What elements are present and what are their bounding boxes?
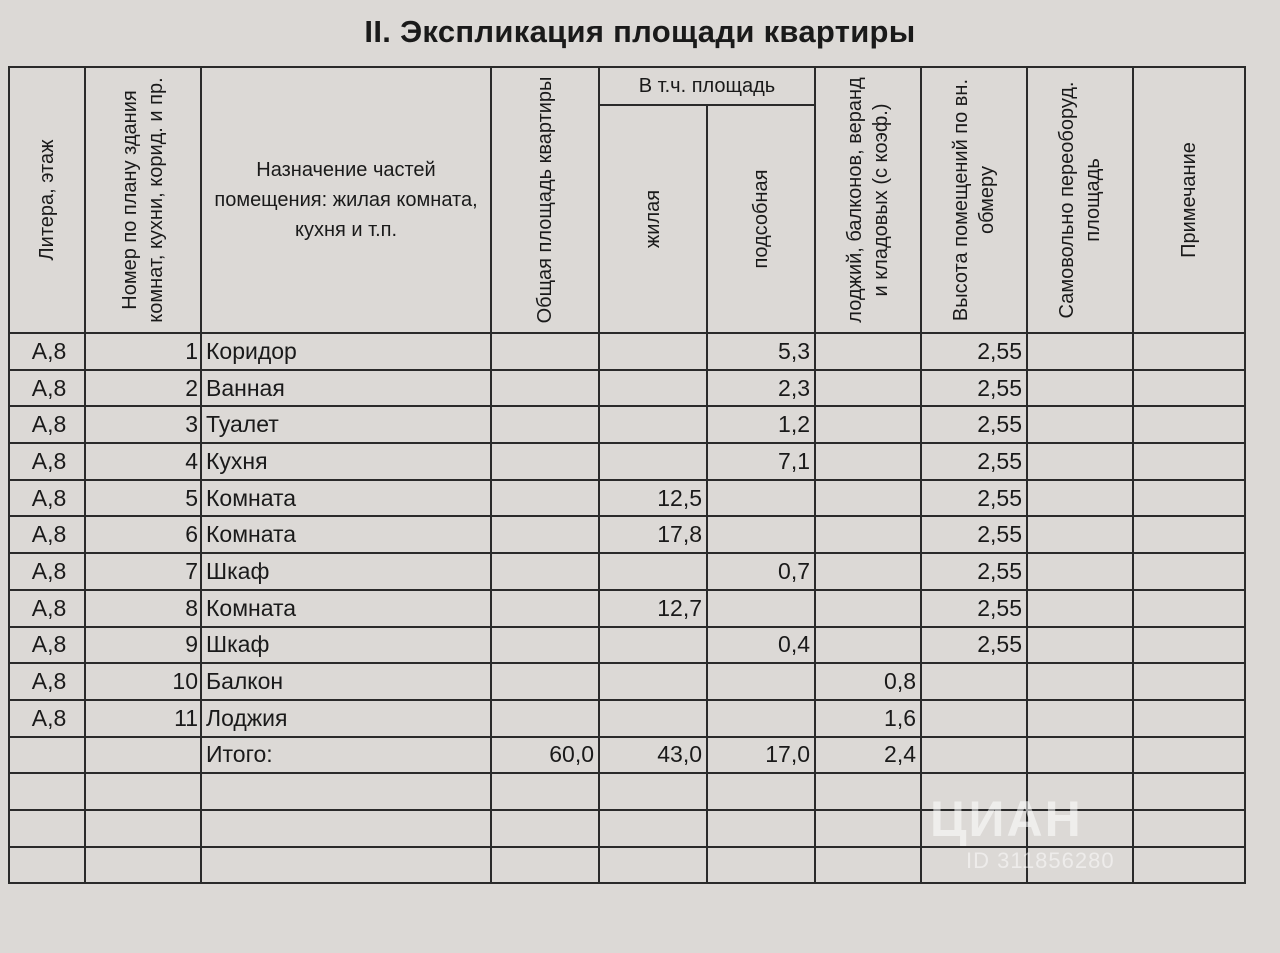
cell-number (85, 810, 201, 847)
cell-total (491, 627, 599, 664)
cell-aux: 2,3 (707, 370, 815, 407)
cell-height: 2,55 (921, 443, 1027, 480)
cell-selfbuilt (1027, 333, 1133, 370)
cell-selfbuilt (1027, 406, 1133, 443)
cell-note (1133, 590, 1245, 627)
cell-name: Кухня (201, 443, 491, 480)
table-row (9, 627, 1245, 664)
header-purpose-text: Назначение частей помещения: жилая комната, кухня и т.п. (214, 159, 478, 241)
cell-living: 43,0 (599, 737, 707, 774)
cell-loggia: 1,6 (815, 700, 921, 737)
table-row (9, 553, 1245, 590)
cell-liter (9, 737, 85, 774)
document-title: II. Экспликация площади квартиры (364, 14, 916, 49)
table-row (9, 370, 1245, 407)
cell-liter (9, 773, 85, 810)
cell-total (491, 700, 599, 737)
cell-selfbuilt (1027, 443, 1133, 480)
cell-total (491, 480, 599, 517)
cell-liter: А,8 (9, 480, 85, 517)
cell-loggia (815, 370, 921, 407)
cell-number (85, 737, 201, 774)
cell-total (491, 406, 599, 443)
cell-note (1133, 370, 1245, 407)
cell-note (1133, 333, 1245, 370)
cell-note (1133, 663, 1245, 700)
cell-liter: А,8 (9, 406, 85, 443)
header-note-text: Примечание (1178, 142, 1201, 258)
cell-selfbuilt (1027, 480, 1133, 517)
cell-total (491, 590, 599, 627)
cell-total (491, 443, 599, 480)
cell-name: Комната (201, 516, 491, 553)
cell-loggia (815, 333, 921, 370)
cell-aux (707, 516, 815, 553)
header-liter (9, 67, 85, 333)
cell-loggia: 0,8 (815, 663, 921, 700)
header-total-text: Общая площадь квартиры (534, 76, 556, 324)
cell-number: 2 (85, 370, 201, 407)
cell-living (599, 443, 707, 480)
cell-aux (707, 810, 815, 847)
cell-total (491, 516, 599, 553)
watermark-logo: ЦИАН (930, 791, 1083, 847)
cell-number: 1 (85, 333, 201, 370)
header-number-text: Номер по плану здания комнат, кухни, корид. и пр. (119, 77, 167, 323)
cell-total (491, 810, 599, 847)
cell-note (1133, 516, 1245, 553)
cell-height: 2,55 (921, 480, 1027, 517)
cell-living (599, 553, 707, 590)
cell-note (1133, 480, 1245, 517)
cell-name (201, 810, 491, 847)
cell-liter: А,8 (9, 627, 85, 664)
explication-table (8, 66, 1246, 884)
cell-total (491, 370, 599, 407)
cell-selfbuilt (1027, 590, 1133, 627)
cell-height: 2,55 (921, 516, 1027, 553)
cell-height: 2,55 (921, 370, 1027, 407)
header-height (921, 67, 1027, 333)
cell-loggia (815, 627, 921, 664)
cell-liter: А,8 (9, 516, 85, 553)
cell-name (201, 847, 491, 884)
cell-name (201, 773, 491, 810)
cell-note (1133, 847, 1245, 884)
cell-selfbuilt (1027, 700, 1133, 737)
cell-aux (707, 773, 815, 810)
cell-aux: 5,3 (707, 333, 815, 370)
cell-aux: 17,0 (707, 737, 815, 774)
cell-liter (9, 847, 85, 884)
cell-height: 2,55 (921, 590, 1027, 627)
cell-liter: А,8 (9, 553, 85, 590)
cell-number (85, 773, 201, 810)
cell-note (1133, 627, 1245, 664)
cell-living (599, 663, 707, 700)
cell-note (1133, 737, 1245, 774)
header-including: В т.ч. площадь (599, 67, 815, 105)
header-selfbuilt (1027, 67, 1133, 333)
cell-note (1133, 553, 1245, 590)
cell-living (599, 847, 707, 884)
table-row (9, 480, 1245, 517)
cell-loggia (815, 773, 921, 810)
cell-name: Туалет (201, 406, 491, 443)
table-row (9, 516, 1245, 553)
cell-liter (9, 810, 85, 847)
table-row (9, 590, 1245, 627)
cell-selfbuilt (1027, 516, 1133, 553)
cell-liter: А,8 (9, 333, 85, 370)
cell-height: 2,55 (921, 553, 1027, 590)
table-row (9, 406, 1245, 443)
cell-name: Ванная (201, 370, 491, 407)
cell-liter: А,8 (9, 443, 85, 480)
cell-aux: 7,1 (707, 443, 815, 480)
table-row (9, 663, 1245, 700)
cell-liter: А,8 (9, 700, 85, 737)
cell-selfbuilt (1027, 553, 1133, 590)
cell-loggia (815, 590, 921, 627)
cell-aux (707, 590, 815, 627)
cell-number: 3 (85, 406, 201, 443)
header-number (85, 67, 201, 333)
cell-name: Шкаф (201, 627, 491, 664)
cell-note (1133, 443, 1245, 480)
cell-number (85, 847, 201, 884)
cell-number: 6 (85, 516, 201, 553)
header-liter-text: Литера, этаж (36, 139, 58, 261)
cell-loggia (815, 480, 921, 517)
cell-height (921, 737, 1027, 774)
table-row (9, 333, 1245, 370)
cell-living (599, 700, 707, 737)
cell-living (599, 406, 707, 443)
cell-note (1133, 773, 1245, 810)
cell-height: 2,55 (921, 627, 1027, 664)
header-total (491, 67, 599, 333)
cell-aux (707, 480, 815, 517)
cell-living (599, 370, 707, 407)
cell-height (921, 663, 1027, 700)
cell-aux: 0,4 (707, 627, 815, 664)
header-loggia-text: лоджий, балконов, веранд и кладовых (с коэф.) (844, 77, 893, 323)
cell-note (1133, 810, 1245, 847)
cell-height: 2,55 (921, 406, 1027, 443)
cell-living (599, 773, 707, 810)
watermark-id: ID 311856280 (966, 848, 1115, 873)
cell-total (491, 773, 599, 810)
cell-number: 8 (85, 590, 201, 627)
cell-loggia (815, 553, 921, 590)
cell-total (491, 333, 599, 370)
cell-name: Лоджия (201, 700, 491, 737)
cell-aux (707, 847, 815, 884)
cell-number: 9 (85, 627, 201, 664)
cell-name: Шкаф (201, 553, 491, 590)
cell-name: Итого: (201, 737, 491, 774)
cell-number: 5 (85, 480, 201, 517)
header-living-text: жилая (642, 189, 664, 249)
table-row (9, 443, 1245, 480)
header-height-text: Высота помещений по вн. обмеру (950, 78, 999, 322)
cell-number: 10 (85, 663, 201, 700)
cell-selfbuilt (1027, 370, 1133, 407)
explication-table-container (8, 66, 1244, 912)
table-row (9, 737, 1245, 774)
cell-number: 11 (85, 700, 201, 737)
cell-liter: А,8 (9, 663, 85, 700)
cell-total (491, 847, 599, 884)
cell-loggia (815, 810, 921, 847)
cell-living (599, 810, 707, 847)
header-loggia (815, 67, 921, 333)
cell-height (921, 700, 1027, 737)
cell-loggia: 2,4 (815, 737, 921, 774)
cell-name: Балкон (201, 663, 491, 700)
cell-selfbuilt (1027, 663, 1133, 700)
cell-loggia (815, 406, 921, 443)
cell-name: Комната (201, 590, 491, 627)
header-aux-text: подсобная (750, 169, 772, 269)
cell-height: 2,55 (921, 333, 1027, 370)
cell-loggia (815, 847, 921, 884)
cell-aux (707, 663, 815, 700)
cell-living: 12,7 (599, 590, 707, 627)
cell-selfbuilt (1027, 737, 1133, 774)
cell-living (599, 333, 707, 370)
cell-living (599, 627, 707, 664)
cell-liter: А,8 (9, 370, 85, 407)
cell-total (491, 553, 599, 590)
cell-total: 60,0 (491, 737, 599, 774)
cell-living: 17,8 (599, 516, 707, 553)
header-selfbuilt-text: Самовольно переоборуд. площадь (1056, 81, 1105, 319)
cell-note (1133, 406, 1245, 443)
cell-aux: 0,7 (707, 553, 815, 590)
cell-loggia (815, 516, 921, 553)
cell-note (1133, 700, 1245, 737)
cell-name: Коридор (201, 333, 491, 370)
cell-aux (707, 700, 815, 737)
cell-number: 4 (85, 443, 201, 480)
table-row (9, 700, 1245, 737)
header-note (1133, 67, 1245, 333)
cell-aux: 1,2 (707, 406, 815, 443)
cell-selfbuilt (1027, 627, 1133, 664)
header-living (599, 105, 707, 333)
cell-name: Комната (201, 480, 491, 517)
cell-living: 12,5 (599, 480, 707, 517)
header-purpose (201, 67, 491, 333)
cell-liter: А,8 (9, 590, 85, 627)
cell-total (491, 663, 599, 700)
header-aux (707, 105, 815, 333)
cell-number: 7 (85, 553, 201, 590)
cell-loggia (815, 443, 921, 480)
